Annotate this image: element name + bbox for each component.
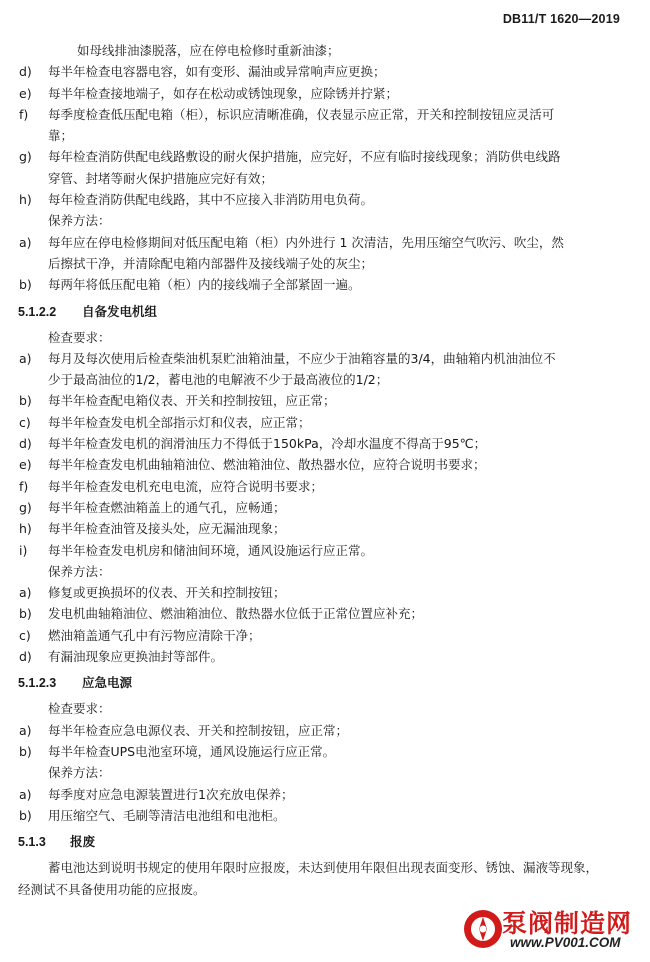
list-item-text bbox=[48, 646, 636, 667]
list-item-line: 每月及每次使用后检查柴油机泵贮油箱油量，不应少于油箱容量的3/4，曲轴箱内机油油位不 bbox=[48, 350, 556, 366]
list-item bbox=[18, 189, 636, 210]
list-item-label: c) bbox=[19, 627, 31, 643]
list-item bbox=[18, 146, 636, 189]
list-item bbox=[18, 518, 636, 539]
list-item-line: 每半年检查UPS电池室环境，通风设施运行应正常。 bbox=[48, 743, 336, 759]
section-number: 5.1.2.2 bbox=[18, 304, 57, 319]
list-item-text bbox=[48, 104, 636, 147]
section-title: 自备发电机组 bbox=[82, 303, 158, 319]
list-item-text bbox=[48, 625, 636, 646]
list-item-line: 每季度对应急电源装置进行1次充放电保养； bbox=[48, 786, 294, 802]
list-item-line: 每半年检查配电箱仪表、开关和控制按钮，应正常； bbox=[48, 393, 336, 409]
list-item-text bbox=[48, 189, 636, 210]
list-item-label: e) bbox=[19, 85, 32, 101]
list-item-label: d) bbox=[19, 64, 32, 80]
section-heading-emergency-power bbox=[18, 672, 636, 694]
list-item-label: b) bbox=[19, 277, 32, 293]
list-item-label: c) bbox=[19, 414, 31, 430]
document-code: DB11/T 1620—2019 bbox=[502, 12, 620, 26]
list-item-label: h) bbox=[19, 521, 32, 537]
list-item-label: a) bbox=[19, 722, 32, 738]
list-item-line: 每半年检查发电机全部指示灯和仪表，应正常； bbox=[48, 414, 311, 430]
list-item bbox=[18, 61, 636, 82]
scrap-paragraph bbox=[18, 857, 636, 901]
list-item-text bbox=[48, 454, 636, 475]
list-item-text bbox=[48, 232, 636, 275]
list-item-text bbox=[48, 805, 636, 826]
list-item-line: 靠； bbox=[48, 128, 74, 144]
list-item-text bbox=[48, 146, 636, 189]
list-item bbox=[18, 497, 636, 518]
list-item-text bbox=[48, 274, 636, 295]
list-item-line: 发电机曲轴箱油位、燃油箱油位、散热器水位低于正常位置应补充； bbox=[48, 606, 424, 622]
list-item-label: b) bbox=[19, 743, 32, 759]
list-item bbox=[18, 720, 636, 741]
list-item-line: 每半年检查电容器电容，如有变形、漏油或异常响声应更换； bbox=[48, 64, 386, 80]
list-item-line: 每年检查消防供配电线路敷设的耐火保护措施，应完好，不应有临时接线现象；消防供电线路 bbox=[48, 149, 561, 165]
list-item-text bbox=[48, 720, 636, 741]
watermark-url: www.PV001.COM bbox=[510, 935, 621, 950]
list-item-line: 修复或更换损坏的仪表、开关和控制按钮； bbox=[48, 585, 286, 601]
list-item-text bbox=[48, 348, 636, 391]
list-item-line: 每季度检查低压配电箱（柜），标识应清晰准确，仪表显示应正常，开关和控制按钮应灵活可 bbox=[48, 106, 555, 122]
list-item bbox=[18, 348, 636, 391]
list-item-text bbox=[48, 83, 636, 104]
list-item bbox=[18, 412, 636, 433]
list-item-label: a) bbox=[19, 234, 32, 250]
list-item bbox=[18, 625, 636, 646]
list-item bbox=[18, 390, 636, 411]
list-item-label: f) bbox=[19, 106, 29, 122]
list-item-line: 每年应在停电检修期间对低压配电箱（柜）内外进行 1 次清洁，先用压缩空气吹污、吹尘，然 bbox=[48, 234, 564, 250]
list-item-text bbox=[48, 540, 636, 561]
list-item-line: 每半年检查发电机的润滑油压力不得低于150kPa，冷却水温度不得高于95℃； bbox=[48, 436, 487, 452]
list-item bbox=[18, 454, 636, 475]
check-list bbox=[18, 720, 636, 763]
check-title: 检查要求： bbox=[48, 329, 111, 345]
list-item-label: a) bbox=[19, 350, 32, 366]
list-item-label: e) bbox=[19, 457, 32, 473]
list-item bbox=[18, 232, 636, 275]
check-list-continued bbox=[18, 61, 636, 210]
section-title: 报废 bbox=[70, 834, 96, 850]
list-item-text bbox=[48, 518, 636, 539]
list-item-label: g) bbox=[19, 499, 32, 515]
list-item-text bbox=[48, 412, 636, 433]
list-item bbox=[18, 784, 636, 805]
section-title: 应急电源 bbox=[82, 675, 133, 691]
list-item-line: 每半年检查应急电源仪表、开关和控制按钮，应正常； bbox=[48, 722, 349, 738]
list-item-line: 有漏油现象应更换油封等部件。 bbox=[48, 649, 224, 665]
continuation-line: 如母线排油漆脱落，应在停电检修时重新油漆； bbox=[77, 43, 340, 58]
list-item bbox=[18, 646, 636, 667]
list-item-line: 燃油箱盖通气孔中有污物应清除干净； bbox=[48, 627, 261, 643]
list-item-line: 后擦拭干净，并清除配电箱内部器件及接线端子处的灰尘； bbox=[48, 255, 374, 271]
section-number: 5.1.2.3 bbox=[18, 676, 57, 691]
list-item bbox=[18, 274, 636, 295]
list-item bbox=[18, 540, 636, 561]
list-item-text bbox=[48, 741, 636, 762]
list-item-line: 每年检查消防供配电线路，其中不应接入非消防用电负荷。 bbox=[48, 192, 374, 208]
list-item bbox=[18, 104, 636, 147]
list-item-label: g) bbox=[19, 149, 32, 165]
document-body bbox=[18, 40, 636, 901]
maintenance-title: 保养方法： bbox=[48, 213, 111, 229]
list-item-line: 每半年检查发电机曲轴箱油位、燃油箱油位、散热器水位，应符合说明书要求； bbox=[48, 457, 486, 473]
check-list bbox=[18, 348, 636, 561]
list-item-text bbox=[48, 497, 636, 518]
list-item bbox=[18, 582, 636, 603]
list-item-text bbox=[48, 476, 636, 497]
list-item-label: d) bbox=[19, 436, 32, 452]
list-item-label: i) bbox=[19, 542, 28, 558]
list-item bbox=[18, 83, 636, 104]
list-item-label: a) bbox=[19, 585, 32, 601]
maintenance-title: 保养方法： bbox=[48, 563, 111, 579]
list-item-label: b) bbox=[19, 807, 32, 823]
list-item-label: f) bbox=[19, 478, 29, 494]
list-item-line: 每半年检查油管及接头处，应无漏油现象； bbox=[48, 521, 286, 537]
list-item-line: 每半年检查发电机房和储油间环境，通风设施运行应正常。 bbox=[48, 542, 374, 558]
list-item bbox=[18, 603, 636, 624]
list-item-label: b) bbox=[19, 393, 32, 409]
list-item-text bbox=[48, 61, 636, 82]
section-number: 5.1.3 bbox=[18, 835, 46, 850]
list-item-label: h) bbox=[19, 192, 32, 208]
site-watermark bbox=[462, 904, 642, 956]
list-item-text bbox=[48, 390, 636, 411]
list-item-text bbox=[48, 433, 636, 454]
maintenance-list bbox=[18, 232, 636, 296]
pump-logo-icon bbox=[462, 908, 504, 950]
list-item-label: a) bbox=[19, 786, 32, 802]
list-item-text bbox=[48, 603, 636, 624]
list-item-line: 每半年检查发电机充电电流，应符合说明书要求； bbox=[48, 478, 324, 494]
check-title: 检查要求： bbox=[48, 701, 111, 717]
maintenance-title: 保养方法： bbox=[48, 765, 111, 781]
list-item bbox=[18, 476, 636, 497]
list-item-line: 用压缩空气、毛刷等清洁电池组和电池柜。 bbox=[48, 807, 286, 823]
maintenance-list bbox=[18, 582, 636, 667]
list-item-label: b) bbox=[19, 606, 32, 622]
list-item-line: 穿管、封堵等耐火保护措施应完好有效； bbox=[48, 170, 274, 186]
list-item bbox=[18, 741, 636, 762]
paragraph-line: 经测试不具备使用功能的应报废。 bbox=[18, 882, 206, 898]
section-heading-generator bbox=[18, 301, 636, 323]
list-item-line: 每半年检查接地端子，如存在松动或锈蚀现象，应除锈并拧紧； bbox=[48, 85, 399, 101]
list-item-text bbox=[48, 582, 636, 603]
list-item bbox=[18, 805, 636, 826]
watermark-title: 泵阀制造网 bbox=[502, 909, 633, 938]
paragraph-line: 蓄电池达到说明书规定的使用年限时应报废，未达到使用年限但出现表面变形、锈蚀、漏液等现象， bbox=[48, 860, 599, 876]
maintenance-list bbox=[18, 784, 636, 827]
list-item-label: d) bbox=[19, 649, 32, 665]
list-item-text bbox=[48, 784, 636, 805]
list-item-line: 每两年将低压配电箱（柜）内的接线端子全部紧固一遍。 bbox=[48, 277, 361, 293]
section-heading-scrap bbox=[18, 831, 636, 853]
list-item-line: 每半年检查燃油箱盖上的通气孔，应畅通； bbox=[48, 499, 286, 515]
list-item-line: 少于最高油位的1/2，蓄电池的电解液不少于最高液位的1/2； bbox=[48, 372, 389, 388]
list-item bbox=[18, 433, 636, 454]
